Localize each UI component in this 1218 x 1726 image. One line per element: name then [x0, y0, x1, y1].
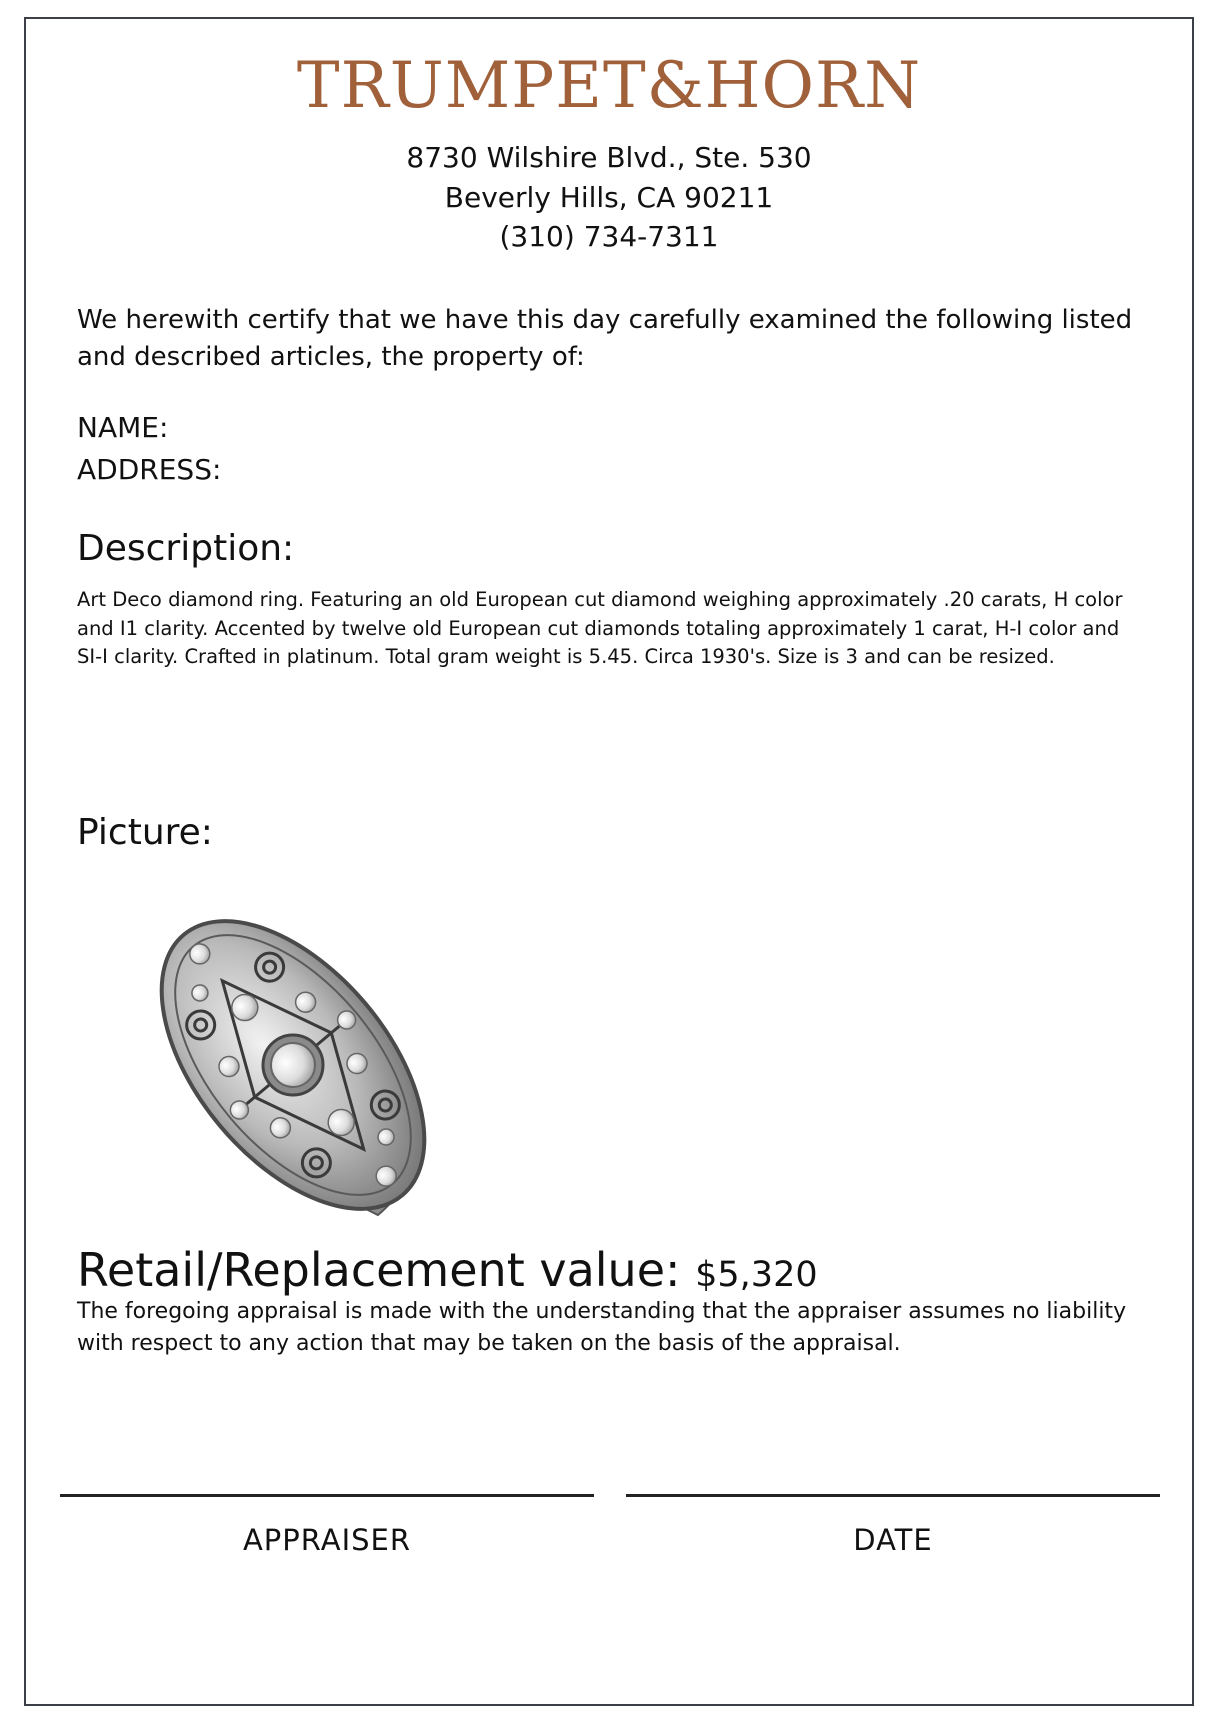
appraiser-label: APPRAISER [242, 1523, 412, 1557]
ring-photo [128, 895, 488, 1225]
appraiser-signature-line [60, 1494, 594, 1497]
document-border [24, 17, 1194, 1706]
address-line-2: Beverly Hills, CA 90211 [444, 181, 774, 214]
certification-statement: We herewith certify that we have this day carefully examined the following listed and described articles, the property of: [77, 305, 1133, 372]
company-logo: TRUMPET&HORN [296, 49, 922, 123]
address-line-1: 8730 Wilshire Blvd., Ste. 530 [406, 141, 812, 174]
address-field-label: ADDRESS: [77, 453, 222, 486]
name-field-label: NAME: [77, 411, 169, 444]
description-text: Art Deco diamond ring. Featuring an old European cut diamond weighing approximately .20 carats, H color and I1 clarity. Accented by twelve old European cut diamonds totaling approximately 1 carat, H-I color and SI-I clarity. Crafted in platinum. Total gram weight is 5.45. Circa 1930's. Size is 3 and can be resized. [77, 588, 1123, 668]
picture-heading: Picture: [77, 812, 213, 853]
value-line [77, 1241, 818, 1304]
description-heading: Description: [77, 528, 295, 569]
date-label: DATE [853, 1523, 933, 1557]
date-signature-line [626, 1494, 1160, 1497]
value-label: Retail/Replacement value: [77, 1243, 681, 1297]
value-amount: $5,320 [695, 1255, 818, 1295]
disclaimer-text: The foregoing appraisal is made with the understanding that the appraiser assumes no liability with respect to any action that may be taken on the basis of the appraisal. [77, 1299, 1127, 1356]
phone-number: (310) 734-7311 [499, 220, 719, 253]
